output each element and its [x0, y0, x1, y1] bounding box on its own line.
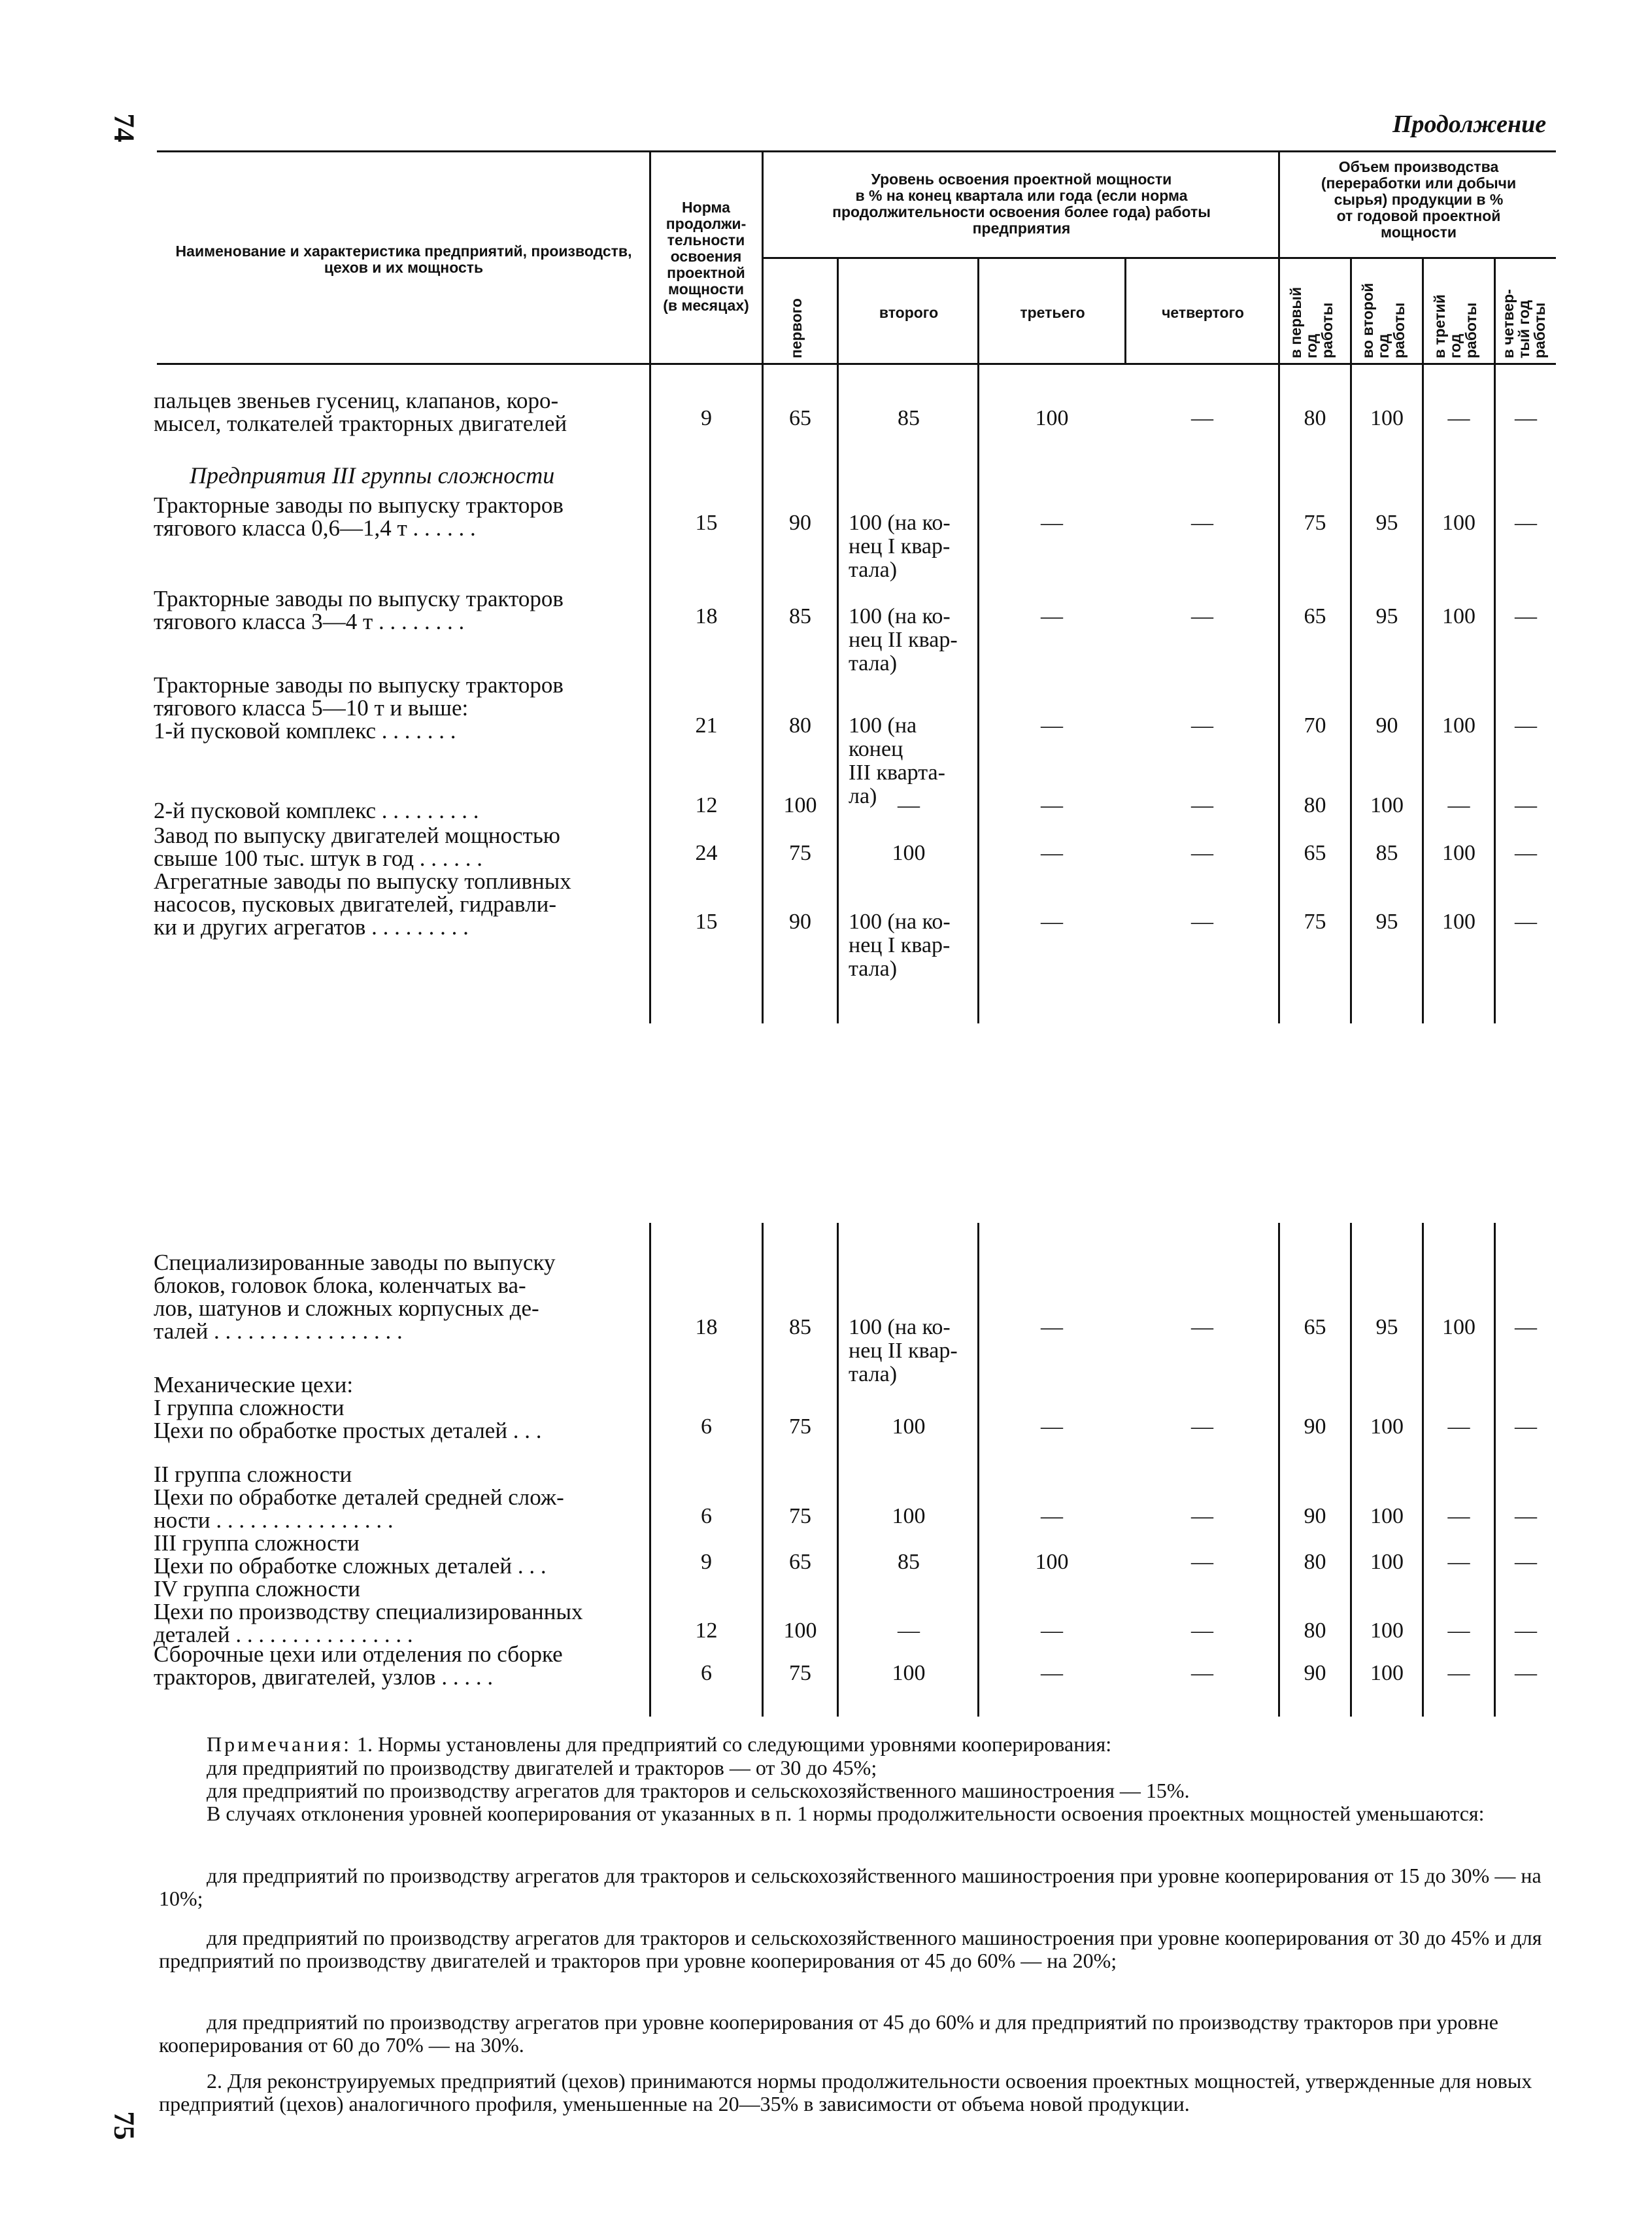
cell-y4: — — [1515, 1504, 1537, 1528]
cell-q4: — — [1191, 841, 1213, 865]
cell-q4: — — [1191, 713, 1213, 738]
row-name-line: тракторов, двигателей, узлов . . . . . — [154, 1664, 494, 1690]
continuation-heading: Продолжение — [1392, 111, 1547, 138]
cell-q4: — — [1191, 1414, 1213, 1439]
hdr-col-line — [1422, 257, 1424, 365]
notes-p4: для предприятий по производству агрегатов для тракторов и сельскохозяйственного машиностроения при уровне кооперирования от 30 до 45% и для предприятий по производству двигателей и тракторов при уровне кооперирования от 45 до 60% — на 20%; — [159, 1926, 1542, 1972]
cell-q1: 75 — [789, 1414, 811, 1439]
cell-y1: 80 — [1304, 406, 1326, 430]
notes-p2: В случаях отклонения уровней кооперирования от указанных в п. 1 нормы продолжительности освоения проектных мощностей уменьшаются: — [207, 1802, 1485, 1825]
row-name-line: I группа сложности — [154, 1395, 345, 1420]
cell-y1: 75 — [1304, 910, 1326, 934]
cell-q2: 100 (на ко- нец I квар- тала) — [849, 910, 951, 981]
cell-q4: — — [1191, 511, 1213, 535]
cell-y1: 80 — [1304, 1618, 1326, 1643]
cell-y4: — — [1515, 1550, 1537, 1574]
row-name — [154, 824, 637, 870]
header-level-group: Уровень освоения проектной мощности в % на конец квартала или года (если норма продолжительности освоения более года) работы предприятия — [832, 171, 1211, 237]
cell-q1: 90 — [789, 511, 811, 535]
cell-norm: 15 — [695, 910, 718, 934]
row-name-line: Цехи по производству специализированных — [154, 1599, 583, 1624]
body-col-line — [837, 1223, 839, 1717]
cell-y3: — — [1447, 793, 1470, 817]
cell-y1: 80 — [1304, 1550, 1326, 1574]
cell-q4: — — [1191, 1550, 1213, 1574]
row-name — [154, 1463, 637, 1532]
hdr-col-line — [762, 150, 764, 365]
header-volume-group: Объем производства (переработки или добычи сырья) продукции в % от годовой проектной мощности — [1321, 158, 1517, 241]
cell-y2: 90 — [1375, 713, 1398, 738]
row-name-line: лов, шатунов и сложных корпусных де- — [154, 1295, 539, 1321]
cell-y2: 85 — [1375, 841, 1398, 865]
hdr-col-line — [1278, 150, 1280, 365]
level-subheader-rule — [762, 257, 1280, 259]
cell-y4: — — [1515, 841, 1537, 865]
row-name-line: Цехи по обработке простых деталей . . . — [154, 1418, 542, 1443]
row-name-line: Механические цехи: — [154, 1372, 354, 1397]
cell-q1: 75 — [789, 841, 811, 865]
row-name — [154, 1373, 637, 1442]
cell-y2: 100 — [1370, 406, 1404, 430]
cell-norm: 18 — [695, 1315, 718, 1339]
hdr-col-line — [977, 257, 979, 365]
cell-y2: 95 — [1375, 910, 1398, 934]
cell-q2: 100 (на ко- нец II квар- тала) — [849, 604, 958, 676]
cell-y4: — — [1515, 1618, 1537, 1643]
row-name-line: ки и других агрегатов . . . . . . . . . — [154, 914, 469, 940]
cell-y3: — — [1447, 406, 1470, 430]
cell-q2: — — [898, 1618, 920, 1643]
cell-norm: 18 — [695, 604, 718, 628]
row-name-line: тягового класса 3—4 т . . . . . . . . — [154, 609, 465, 634]
cell-y3: 100 — [1442, 1315, 1475, 1339]
cell-q3: — — [1041, 910, 1063, 934]
cell-y4: — — [1515, 1661, 1537, 1685]
cell-y1: 90 — [1304, 1414, 1326, 1439]
row-name — [154, 1577, 637, 1646]
cell-norm: 15 — [695, 511, 718, 535]
cell-q1: 80 — [789, 713, 811, 738]
cell-q3: — — [1041, 793, 1063, 817]
cell-y2: 100 — [1370, 793, 1404, 817]
cell-q2: 85 — [898, 406, 920, 430]
hdr-col-line — [1124, 257, 1126, 365]
notes-line-1 — [207, 1733, 1553, 1756]
notes-label: Примечания: — [207, 1732, 352, 1756]
cell-norm: 9 — [701, 1550, 712, 1574]
header-y1: в первый год работы — [1287, 286, 1336, 358]
cell-q4: — — [1191, 910, 1213, 934]
section-title: Предприятия III группы сложности — [190, 462, 555, 488]
cell-y3: 100 — [1442, 604, 1475, 628]
cell-y3: — — [1447, 1550, 1470, 1574]
cell-q4: — — [1191, 1504, 1213, 1528]
cell-q2: 100 — [892, 841, 926, 865]
cell-y3: — — [1447, 1504, 1470, 1528]
cell-norm: 12 — [695, 1618, 718, 1643]
header-q1: первого — [788, 298, 805, 358]
cell-y2: 100 — [1370, 1414, 1404, 1439]
row-name-line: IV группа сложности — [154, 1576, 361, 1601]
row-name-line: талей . . . . . . . . . . . . . . . . . — [154, 1318, 403, 1344]
row-name — [154, 389, 637, 435]
cell-q1: 75 — [789, 1661, 811, 1685]
cell-y2: 100 — [1370, 1661, 1404, 1685]
cell-y1: 90 — [1304, 1661, 1326, 1685]
cell-norm: 12 — [695, 793, 718, 817]
hdr-col-line — [1350, 257, 1352, 365]
row-name-line: Сборочные цехи или отделения по сборке — [154, 1641, 563, 1667]
header-norm: Норма продолжи- тельности освоения проектной мощности (в месяцах) — [663, 199, 749, 314]
notes-p6: 2. Для реконструируемых предприятий (цехов) принимаются нормы продолжительности освоения проектных мощностей, утвержденные для новых предприятий (цехов) аналогичного профиля, уменьшенные на 20—35% в зависимости от объема новой продукции. — [159, 2069, 1532, 2115]
row-name-line: Цехи по обработке деталей средней слож- — [154, 1484, 564, 1510]
row-name — [154, 870, 637, 938]
row-name-line: блоков, головок блока, коленчатых ва- — [154, 1273, 526, 1298]
cell-q1: 90 — [789, 910, 811, 934]
row-name-line: пальцев звеньев гусениц, клапанов, коро- — [154, 388, 559, 413]
header-q2: второго — [879, 304, 939, 321]
row-name-line: 1-й пусковой комплекс . . . . . . . — [154, 718, 456, 744]
cell-y3: 100 — [1442, 713, 1475, 738]
row-name — [154, 1643, 637, 1688]
cell-q3: 100 — [1035, 1550, 1069, 1574]
cell-q3: — — [1041, 713, 1063, 738]
cell-y4: — — [1515, 1315, 1537, 1339]
table-top-rule — [157, 150, 1556, 152]
cell-q2: 100 — [892, 1661, 926, 1685]
cell-y4: — — [1515, 793, 1537, 817]
row-name-line: ности . . . . . . . . . . . . . . . . — [154, 1507, 394, 1533]
row-name — [154, 1251, 637, 1343]
notes-p1a: для предприятий по производству двигателей и тракторов — от 30 до 45%; — [207, 1756, 877, 1779]
row-name-line: тягового класса 5—10 т и выше: — [154, 695, 469, 721]
cell-y1: 70 — [1304, 713, 1326, 738]
row-name-line: Специализированные заводы по выпуску — [154, 1250, 556, 1275]
cell-y2: 95 — [1375, 604, 1398, 628]
cell-q4: — — [1191, 1315, 1213, 1339]
cell-y3: — — [1447, 1414, 1470, 1439]
cell-norm: 24 — [695, 841, 718, 865]
header-y3: в третий год работы — [1431, 294, 1479, 358]
cell-y3: 100 — [1442, 910, 1475, 934]
cell-y2: 100 — [1370, 1550, 1404, 1574]
row-name — [154, 494, 637, 539]
row-name-line: Цехи по обработке сложных деталей . . . — [154, 1553, 547, 1579]
row-name-line: свыше 100 тыс. штук в год . . . . . . — [154, 846, 483, 871]
page-number-bottom: 75 — [108, 2111, 141, 2140]
volume-subheader-rule — [1280, 257, 1556, 259]
header-q4: четвертого — [1162, 304, 1244, 321]
cell-q2: 100 (на ко- нец II квар- тала) — [849, 1315, 958, 1386]
cell-q2: 100 — [892, 1504, 926, 1528]
cell-q3: 100 — [1035, 406, 1069, 430]
cell-q1: 65 — [789, 406, 811, 430]
cell-y4: — — [1515, 713, 1537, 738]
hdr-col-line — [837, 257, 839, 365]
cell-y1: 90 — [1304, 1504, 1326, 1528]
row-name — [154, 587, 637, 633]
row-name-line: III группа сложности — [154, 1530, 360, 1556]
cell-q4: — — [1191, 1661, 1213, 1685]
row-name-line: мысел, толкателей тракторных двигателей — [154, 411, 567, 436]
cell-y3: — — [1447, 1661, 1470, 1685]
row-name-line: Агрегатные заводы по выпуску топливных — [154, 868, 571, 894]
notes-p1: 1. Нормы установлены для предприятий со следующими уровнями кооперирования: — [357, 1732, 1112, 1756]
notes-p1b: для предприятий по производству агрегатов для тракторов и сельскохозяйственного машиностроения — 15%. — [207, 1779, 1190, 1802]
header-name: Наименование и характеристика предприятий, производств, цехов и их мощность — [175, 243, 632, 276]
page-number-top: 74 — [108, 113, 141, 143]
cell-q3: — — [1041, 1618, 1063, 1643]
cell-norm: 9 — [701, 406, 712, 430]
cell-y2: 95 — [1375, 511, 1398, 535]
cell-q1: 85 — [789, 1315, 811, 1339]
cell-y1: 80 — [1304, 793, 1326, 817]
cell-q1: 85 — [789, 604, 811, 628]
cell-norm: 21 — [695, 713, 718, 738]
cell-q2: 100 (на конец III кварта- ла) — [849, 713, 945, 808]
header-bottom-rule — [157, 363, 1556, 365]
row-name-line: насосов, пусковых двигателей, гидравли- — [154, 891, 556, 917]
cell-y2: 100 — [1370, 1504, 1404, 1528]
cell-y1: 65 — [1304, 841, 1326, 865]
cell-y4: — — [1515, 604, 1537, 628]
cell-q2: — — [898, 793, 920, 817]
cell-q2: 100 — [892, 1414, 926, 1439]
cell-q3: — — [1041, 511, 1063, 535]
row-name-line: 2-й пусковой комплекс . . . . . . . . . — [154, 798, 479, 823]
cell-q1: 75 — [789, 1504, 811, 1528]
cell-y4: — — [1515, 511, 1537, 535]
cell-y3: — — [1447, 1618, 1470, 1643]
row-name — [154, 1532, 637, 1577]
cell-q3: — — [1041, 604, 1063, 628]
cell-q4: — — [1191, 604, 1213, 628]
cell-q3: — — [1041, 1315, 1063, 1339]
cell-q1: 100 — [783, 793, 817, 817]
row-name-line: Тракторные заводы по выпуску тракторов — [154, 492, 564, 518]
row-name-line: Тракторные заводы по выпуску тракторов — [154, 586, 564, 611]
cell-q2: 100 (на ко- нец I квар- тала) — [849, 511, 951, 582]
cell-y1: 65 — [1304, 604, 1326, 628]
notes-p5: для предприятий по производству агрегатов при уровне кооперирования от 45 до 60% и для предприятий по производству тракторов при уровне кооперирования от 60 до 70% — на 30%. — [159, 2010, 1498, 2057]
cell-q1: 100 — [783, 1618, 817, 1643]
cell-y1: 75 — [1304, 511, 1326, 535]
cell-norm: 6 — [701, 1414, 712, 1439]
cell-q3: — — [1041, 1504, 1063, 1528]
cell-y2: 95 — [1375, 1315, 1398, 1339]
header-y2: во второй год работы — [1359, 283, 1408, 358]
cell-y1: 65 — [1304, 1315, 1326, 1339]
body-col-line — [837, 363, 839, 1023]
row-name-line: деталей . . . . . . . . . . . . . . . . — [154, 1622, 413, 1647]
hdr-col-line — [1494, 257, 1496, 365]
cell-q4: — — [1191, 1618, 1213, 1643]
header-q3: третьего — [1020, 304, 1085, 321]
cell-y4: — — [1515, 406, 1537, 430]
notes-p3: для предприятий по производству агрегатов для тракторов и сельскохозяйственного машиностроения при уровне кооперирования от 15 до 30% — на 10%; — [159, 1864, 1542, 1910]
cell-y4: — — [1515, 1414, 1537, 1439]
cell-y2: 100 — [1370, 1618, 1404, 1643]
row-name — [154, 799, 637, 822]
cell-norm: 6 — [701, 1661, 712, 1685]
cell-q3: — — [1041, 1661, 1063, 1685]
cell-q3: — — [1041, 841, 1063, 865]
cell-q1: 65 — [789, 1550, 811, 1574]
cell-y3: 100 — [1442, 511, 1475, 535]
header-y4: в четвер- тый год работы — [1500, 289, 1548, 358]
row-name-line: тягового класса 0,6—1,4 т . . . . . . — [154, 515, 476, 541]
cell-q2: 85 — [898, 1550, 920, 1574]
row-name-line: Тракторные заводы по выпуску тракторов — [154, 672, 564, 698]
row-name-line: Завод по выпуску двигателей мощностью — [154, 823, 560, 848]
cell-q3: — — [1041, 1414, 1063, 1439]
row-name — [154, 674, 637, 742]
cell-y3: 100 — [1442, 841, 1475, 865]
row-name-line: II группа сложности — [154, 1462, 352, 1487]
cell-q4: — — [1191, 793, 1213, 817]
cell-y4: — — [1515, 910, 1537, 934]
cell-norm: 6 — [701, 1504, 712, 1528]
cell-q4: — — [1191, 406, 1213, 430]
